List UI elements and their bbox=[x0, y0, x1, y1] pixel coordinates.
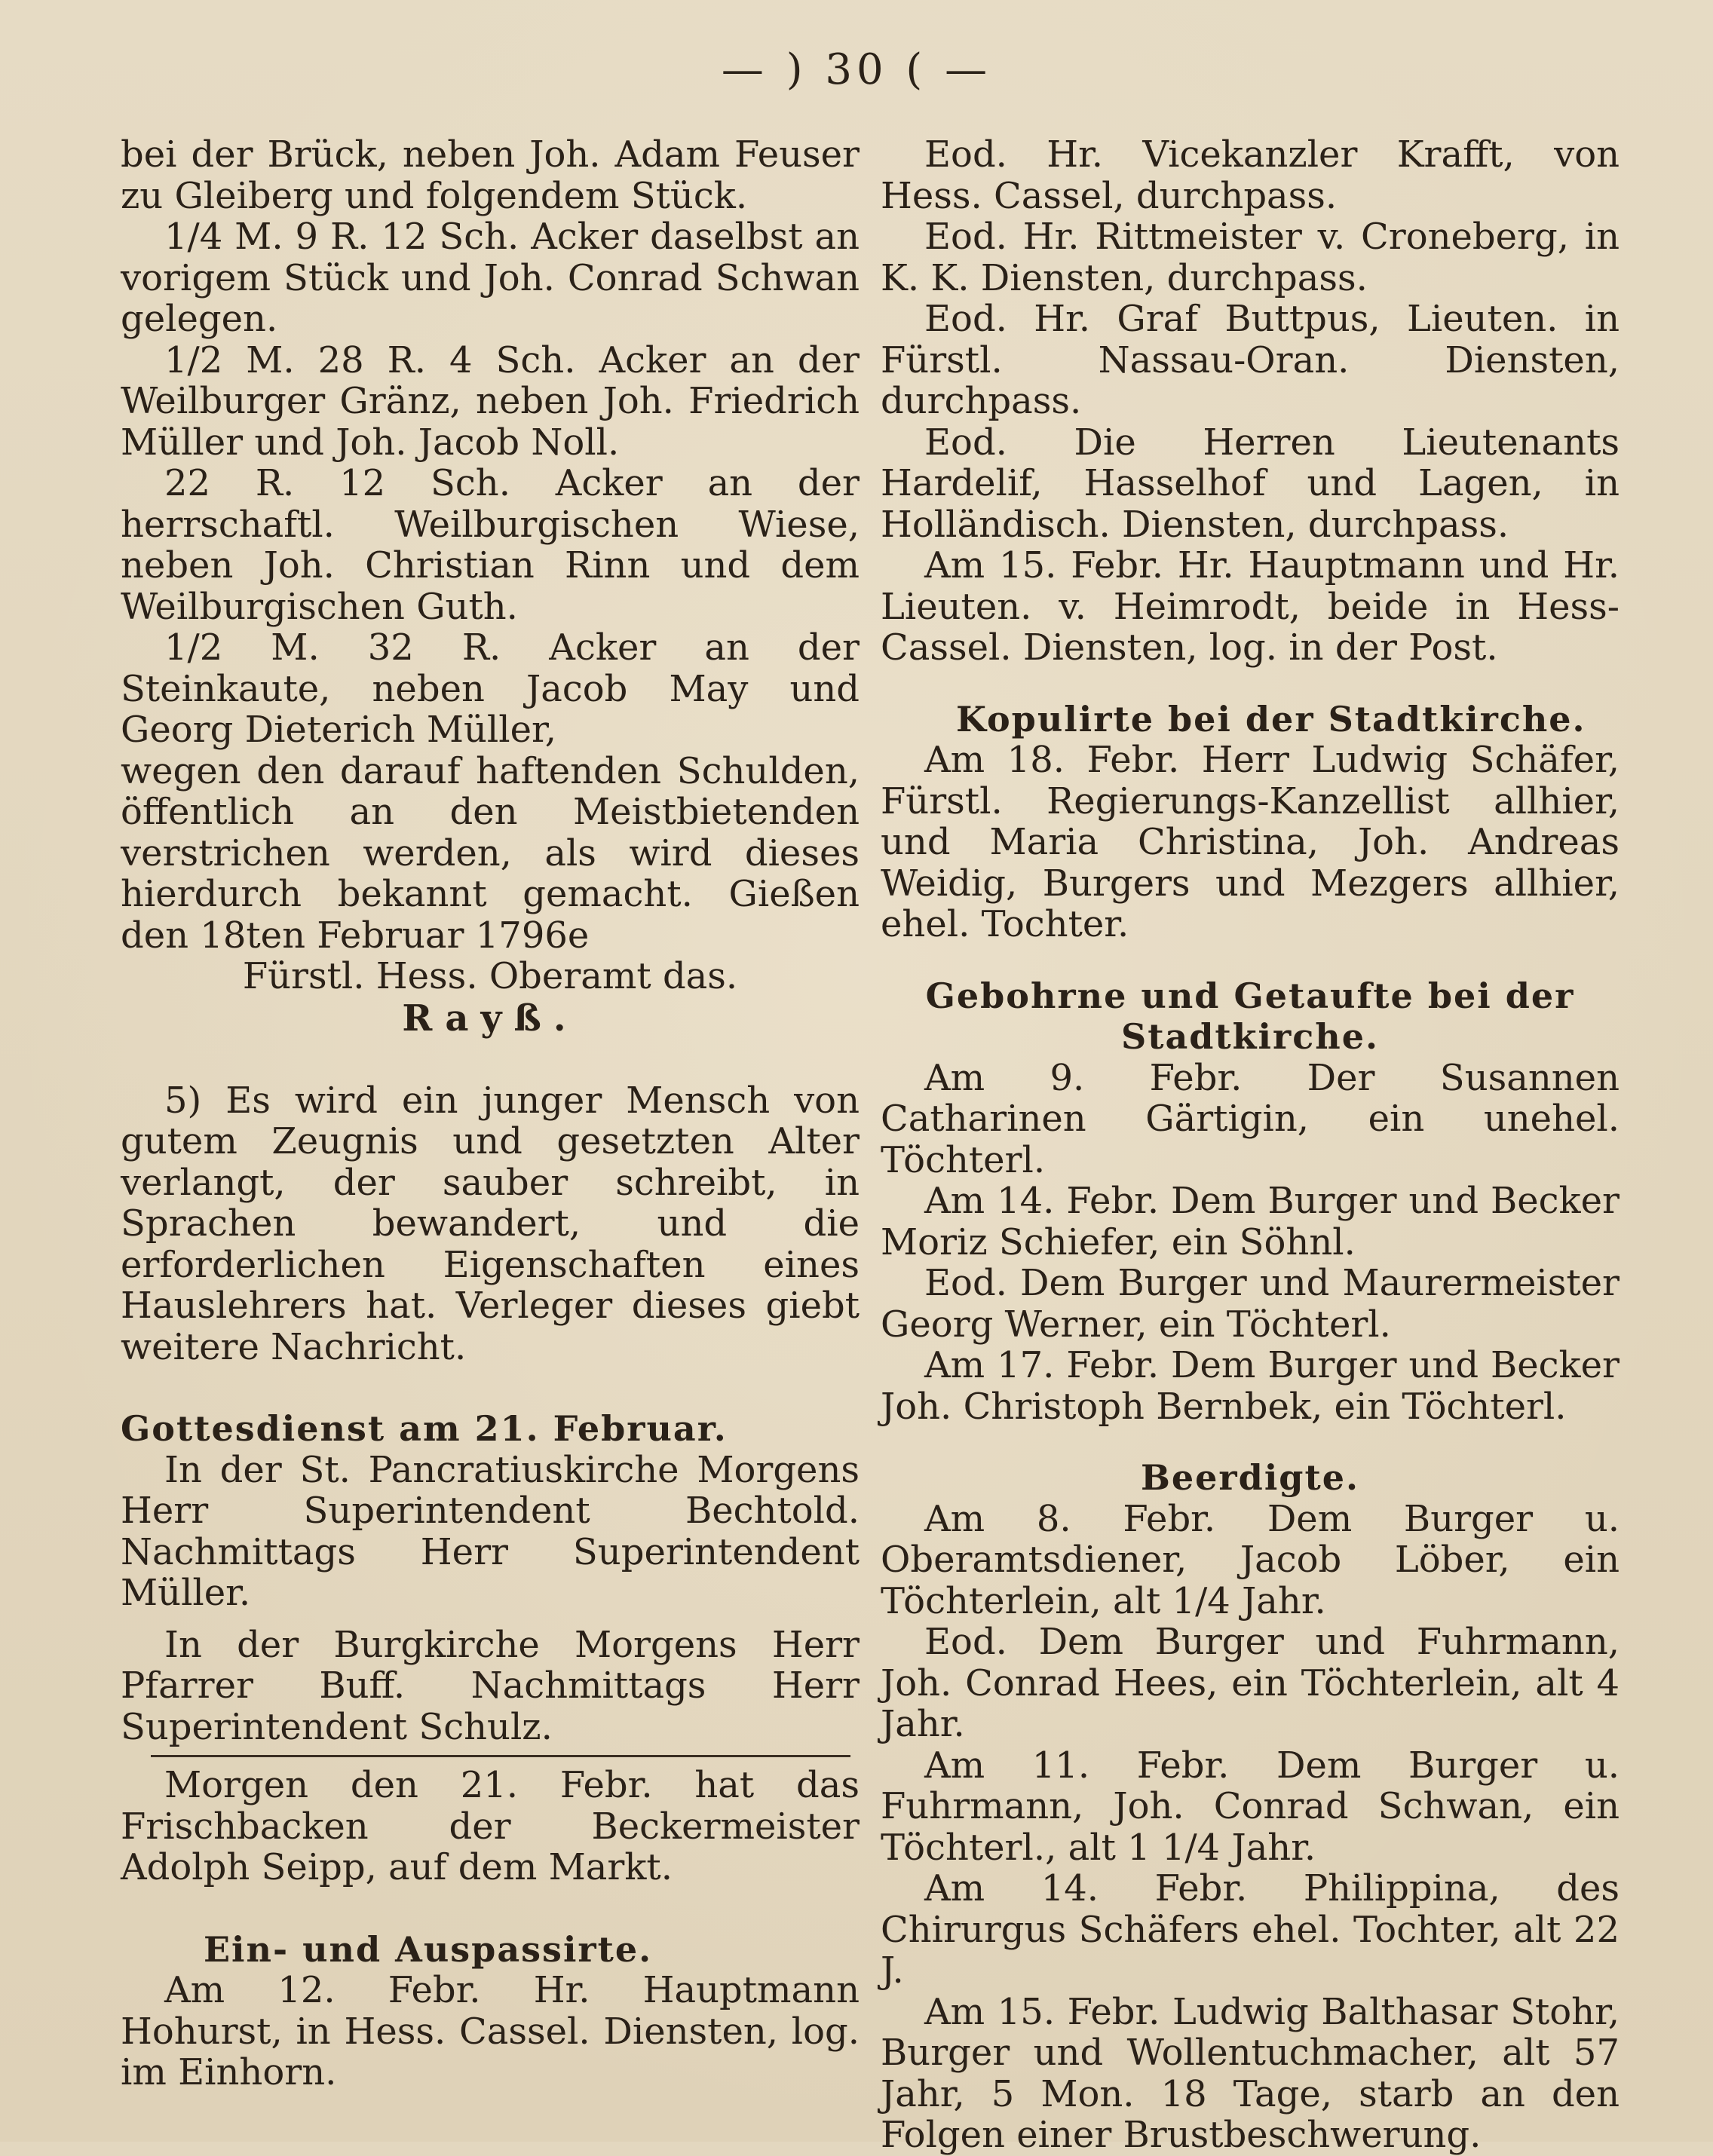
burial-entry: Am 8. Febr. Dem Burger u. Oberamtsdiener, Jacob Löber, ein Töchterlein, alt 1/4 Jahr. bbox=[881, 1497, 1620, 1622]
auction-paragraph: 1/4 M. 9 R. 12 Sch. Acker daselbst an vorigem Stück und Joh. Conrad Schwan gelegen. bbox=[121, 216, 860, 340]
passage-heading: Ein- und Auspassirte. bbox=[204, 1928, 653, 1970]
marriage-heading: Kopulirte bei der Stadtkirche. bbox=[956, 698, 1586, 740]
auction-paragraph: wegen den darauf haftenden Schulden, öffentlich an den Meistbietenden verstrichen werden, als wird dieses hierdurch bekannt gemacht. Gießen den 18ten Februar 1796e bbox=[121, 749, 860, 957]
passage-entry: Eod. Hr. Rittmeister v. Croneberg, in K. K. Diensten, durchpass. bbox=[881, 216, 1620, 299]
service-entry: In der Burgkirche Morgens Herr Pfarrer Buff. Nachmittags Herr Superintendent Schulz. bbox=[121, 1623, 860, 1748]
burial-entry: Am 11. Febr. Dem Burger u. Fuhrmann, Joh. Conrad Schwan, ein Töchterl., alt 1 1/4 Jahr. bbox=[881, 1744, 1620, 1869]
birth-entry: Am 9. Febr. Der Susannen Catharinen Gärtigin, ein unehel. Töchterl. bbox=[881, 1056, 1620, 1181]
page-number-header: — ) 30 ( — bbox=[721, 45, 992, 94]
notice-5: 5) Es wird ein junger Mensch von gutem Zeugnis und gesetzten Alter verlangt, der sauber schreibt, in Sprachen bewandert, und die erforderlichen Eigenschaften eines Hauslehrers hat. Verleger dieses giebt weitere Nachricht. bbox=[121, 1079, 860, 1368]
burial-entry: Am 14. Febr. Philippina, des Chirurgus Schäfers ehel. Tochter, alt 22 J. bbox=[881, 1867, 1620, 1992]
birth-entry: Eod. Dem Burger und Maurermeister Georg Werner, ein Töchterl. bbox=[881, 1262, 1620, 1346]
signer-name: Rayß. bbox=[402, 997, 578, 1040]
passage-entry: Eod. Hr. Graf Buttpus, Lieuten. in Fürstl. Nassau-Oran. Diensten, durchpass. bbox=[881, 298, 1620, 422]
service-entry: In der St. Pancratiuskirche Morgens Herr Superintendent Bechtold. Nachmittags Herr Superintendent Müller. bbox=[121, 1448, 860, 1614]
marriage-entry: Am 18. Febr. Herr Ludwig Schäfer, Fürstl. Regierungs-Kanzellist allhier, und Maria Christina, Joh. Andreas Weidig, Burgers und Mezgers allhier, ehel. Tochter. bbox=[881, 739, 1620, 945]
passage-entry: Eod. Die Herren Lieutenants Hardelif, Hasselhof und Lagen, in Holländisch. Diensten, durchpass. bbox=[881, 421, 1620, 546]
birth-entry: Am 17. Febr. Dem Burger und Becker Joh. Christoph Bernbek, ein Töchterl. bbox=[881, 1344, 1620, 1428]
bakery-notice: Morgen den 21. Febr. hat das Frischbacken der Beckermeister Adolph Seipp, auf dem Markt. bbox=[121, 1764, 860, 1888]
auction-paragraph: 22 R. 12 Sch. Acker an der herrschaftl. Weilburgischen Wiese, neben Joh. Christian Rinn und dem Weilburgischen Guth. bbox=[121, 462, 860, 628]
passage-entry: Eod. Hr. Vicekanzler Krafft, von Hess. Cassel, durchpass. bbox=[881, 133, 1620, 217]
auction-paragraph: 1/2 M. 28 R. 4 Sch. Acker an der Weilburger Gränz, neben Joh. Friedrich Müller und Joh. Jacob Noll. bbox=[121, 338, 860, 464]
auction-paragraph: bei der Brück, neben Joh. Adam Feuser zu Gleiberg und folgendem Stück. bbox=[121, 133, 860, 217]
passage-entry: Am 12. Febr. Hr. Hauptmann Hohurst, in Hess. Cassel. Diensten, log. im Einhorn. bbox=[121, 1969, 860, 2093]
right-column bbox=[881, 134, 1620, 2156]
services-heading: Gottesdienst am 21. Februar. bbox=[121, 1408, 728, 1449]
auction-paragraph: 1/2 M. 32 R. Acker an der Steinkaute, neben Jacob May und Georg Dieterich Müller, bbox=[121, 626, 860, 751]
burial-entry: Am 15. Febr. Ludwig Balthasar Stohr, Burger und Wollentuchmacher, alt 57 Jahr, 5 Mon. 18 Tage, starb an den Folgen einer Brustbeschwerung. bbox=[881, 1990, 1620, 2156]
section-divider bbox=[151, 1755, 850, 1757]
passage-entry: Am 15. Febr. Hr. Hauptmann und Hr. Lieuten. v. Heimrodt, beide in Hess-Cassel. Diensten, log. in der Post. bbox=[881, 544, 1620, 669]
birth-entry: Am 14. Febr. Dem Burger und Becker Moriz Schiefer, ein Söhnl. bbox=[881, 1180, 1620, 1263]
burials-heading: Beerdigte. bbox=[1141, 1457, 1359, 1498]
left-column bbox=[121, 134, 860, 2093]
signer-office: Fürstl. Hess. Oberamt das. bbox=[242, 955, 738, 997]
burial-entry: Eod. Dem Burger und Fuhrmann, Joh. Conrad Hees, ein Töchterlein, alt 4 Jahr. bbox=[881, 1621, 1620, 1745]
births-heading: Gebohrne und Getaufte bei der Stadtkirche. bbox=[925, 975, 1575, 1057]
